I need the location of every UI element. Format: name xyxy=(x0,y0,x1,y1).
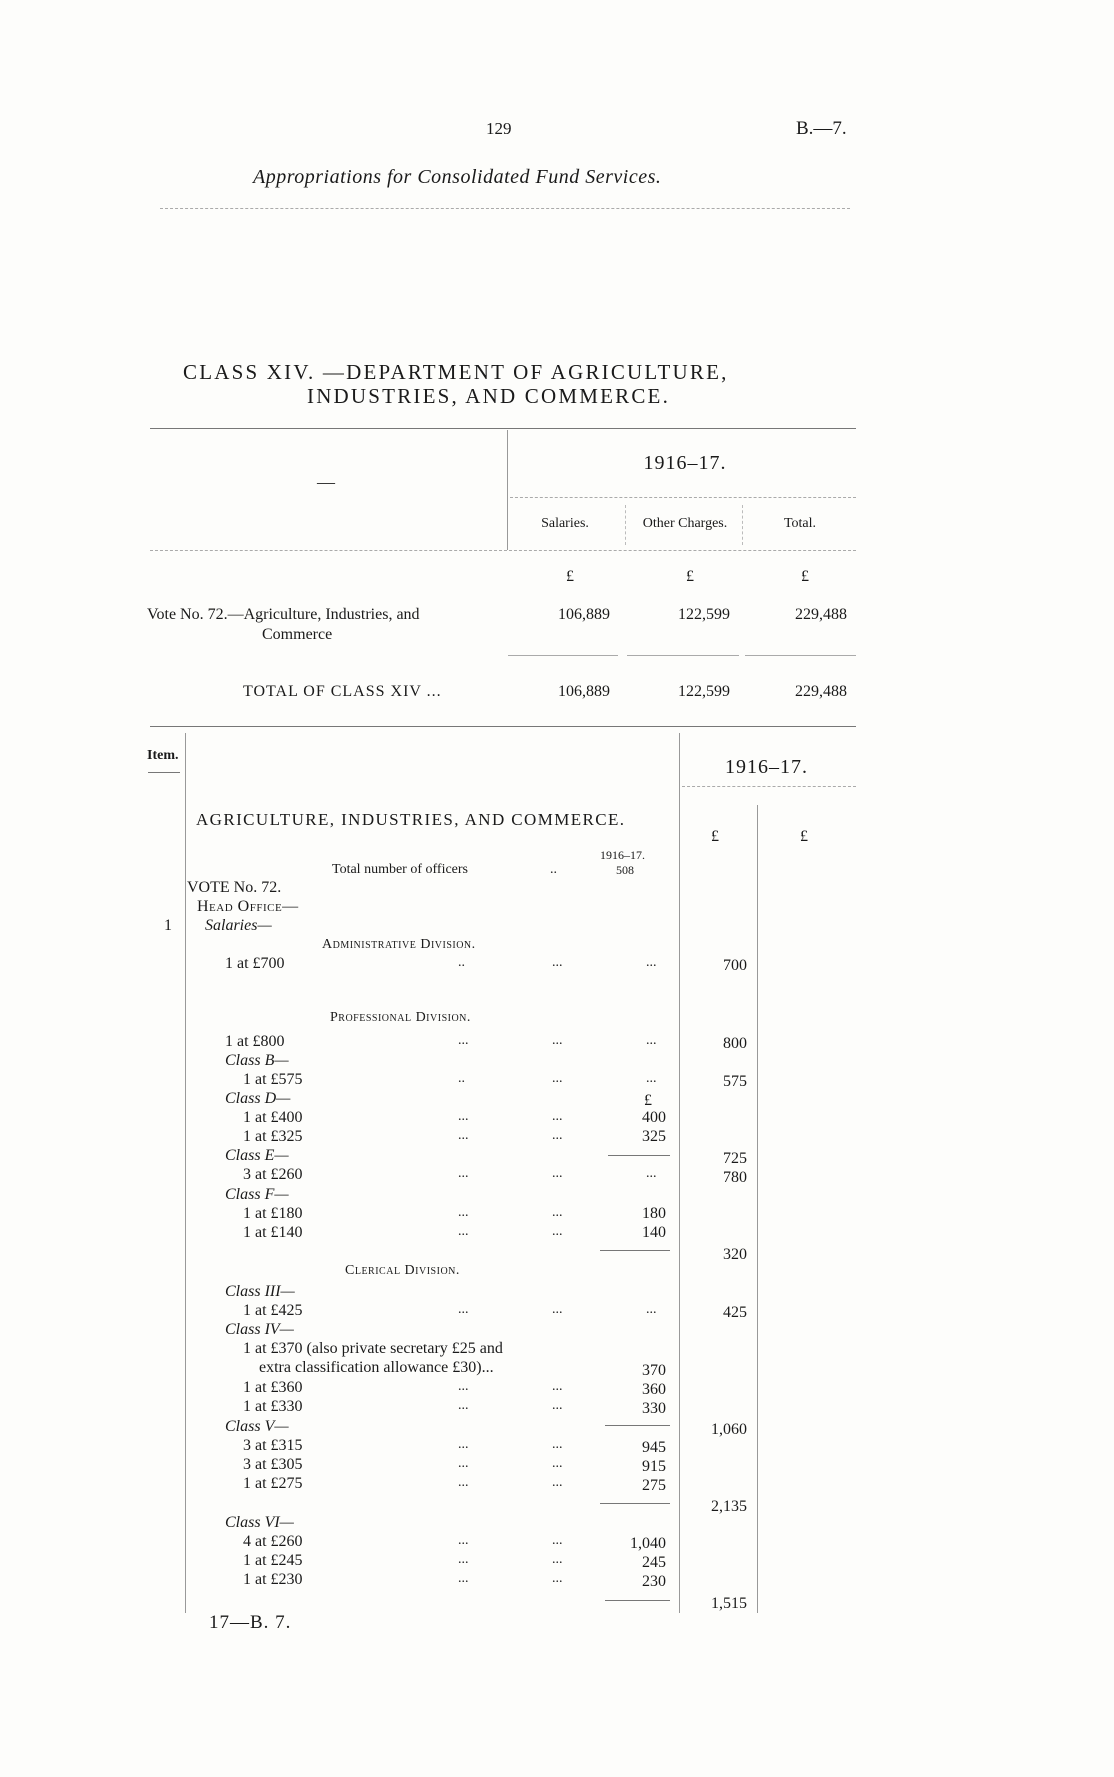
leader-dots: ... xyxy=(458,1552,469,1567)
class-label: Class IV— xyxy=(225,1321,294,1338)
detail-pound-1: £ xyxy=(711,828,719,845)
row-value: 2,135 xyxy=(711,1498,747,1515)
row-label: 1 at £700 xyxy=(225,955,285,972)
row-label: 1 at £230 xyxy=(243,1571,303,1588)
inner-value: 180 xyxy=(642,1205,666,1222)
detail-pound-2: £ xyxy=(800,828,808,845)
vote-number: VOTE No. 72. xyxy=(187,879,282,896)
row-label: 1 at £330 xyxy=(243,1398,303,1415)
detail-left-rule xyxy=(185,733,186,1613)
total-total: 229,488 xyxy=(795,683,847,700)
inner-value: 360 xyxy=(642,1381,666,1398)
row-label: 4 at £260 xyxy=(243,1533,303,1550)
leader-dots: ... xyxy=(552,1109,563,1124)
detail-year-rule xyxy=(682,786,856,787)
row-label: 1 at £575 xyxy=(243,1071,303,1088)
inner-value: 245 xyxy=(642,1554,666,1571)
leader-dots: ... xyxy=(646,1033,657,1048)
summary-vertical-rule xyxy=(507,430,508,550)
leader-dots: ... xyxy=(458,1224,469,1239)
leader-dots: .. xyxy=(458,1071,465,1086)
leader-dots: ... xyxy=(646,1302,657,1317)
inner-value: 915 xyxy=(642,1458,666,1475)
class-title-line1: CLASS XIV. —DEPARTMENT OF AGRICULTURE, xyxy=(183,360,729,384)
leader-dots: ... xyxy=(552,1224,563,1239)
header-rule xyxy=(160,208,850,209)
officers-year: 1916–17. xyxy=(600,848,645,862)
leader-dots: ... xyxy=(646,1071,657,1086)
leader-dots: ... xyxy=(552,1166,563,1181)
leader-dots: ... xyxy=(458,1033,469,1048)
total-other-charges: 122,599 xyxy=(678,683,730,700)
class-label: Class F— xyxy=(225,1186,289,1203)
leader-dots: ... xyxy=(552,1437,563,1452)
summary-year: 1916–17. xyxy=(643,452,727,474)
leader-dots: ... xyxy=(552,1456,563,1471)
currency-salaries: £ xyxy=(566,568,574,585)
summary-bottom-rule xyxy=(150,726,856,727)
row-label: 1 at £425 xyxy=(243,1302,303,1319)
summary-stub-dash: — xyxy=(317,472,335,492)
row-label: 1 at £275 xyxy=(243,1475,303,1492)
row-value: 575 xyxy=(723,1073,747,1090)
row-value: 780 xyxy=(723,1169,747,1186)
row-value: 1,515 xyxy=(711,1595,747,1612)
summary-top-rule xyxy=(150,428,856,429)
row-label: 1 at £370 (also private secretary £25 and xyxy=(243,1340,503,1357)
professional-division: Professional Division. xyxy=(330,1010,471,1025)
leader-dots: ... xyxy=(458,1302,469,1317)
document-reference: B.—7. xyxy=(796,118,847,139)
class-label: Class V— xyxy=(225,1418,289,1435)
leader-dots: ... xyxy=(552,1205,563,1220)
inner-value: 945 xyxy=(642,1439,666,1456)
leader-dots: ... xyxy=(458,1205,469,1220)
leader-dots: ... xyxy=(552,1571,563,1586)
total-salaries: 106,889 xyxy=(558,683,610,700)
leader-dots: ... xyxy=(552,1128,563,1143)
row-value: 725 xyxy=(723,1150,747,1167)
summary-header-rule xyxy=(150,550,856,551)
leader-dots: ... xyxy=(458,1128,469,1143)
summary-col-rule xyxy=(742,505,743,545)
vote-other-charges: 122,599 xyxy=(678,606,730,623)
row-label: 1 at £400 xyxy=(243,1109,303,1126)
column-other-charges: Other Charges. xyxy=(642,516,728,531)
row-value: 320 xyxy=(723,1246,747,1263)
subtotal-rule xyxy=(605,1425,670,1426)
detail-right-rule xyxy=(757,805,758,1613)
subtotal-rule xyxy=(600,1250,670,1251)
currency-total: £ xyxy=(801,568,809,585)
leader-dots: ... xyxy=(458,1456,469,1471)
subtotal-rule xyxy=(745,655,856,656)
inner-value: 370 xyxy=(642,1362,666,1379)
row-label: 3 at £315 xyxy=(243,1437,303,1454)
leader-dots: ... xyxy=(458,1533,469,1548)
row-label: 3 at £305 xyxy=(243,1456,303,1473)
item-column-label: Item. xyxy=(147,748,179,763)
inner-value: 330 xyxy=(642,1400,666,1417)
row-value: 1,060 xyxy=(711,1421,747,1438)
subtotal-rule xyxy=(608,1155,670,1156)
class-label: Class VI— xyxy=(225,1514,294,1531)
leader-dots: ... xyxy=(552,1475,563,1490)
leader-dots: ... xyxy=(458,1109,469,1124)
inner-value: 400 xyxy=(642,1109,666,1126)
page-footer: 17—B. 7. xyxy=(209,1612,292,1633)
column-total: Total. xyxy=(783,516,817,531)
row-value: 700 xyxy=(723,957,747,974)
detail-heading: AGRICULTURE, INDUSTRIES, AND COMMERCE. xyxy=(196,810,626,829)
inner-value: 275 xyxy=(642,1477,666,1494)
leader-dots: ... xyxy=(552,1398,563,1413)
inner-value: 325 xyxy=(642,1128,666,1145)
vote-salaries: 106,889 xyxy=(558,606,610,623)
class-label: Class B— xyxy=(225,1052,289,1069)
inner-value: 230 xyxy=(642,1573,666,1590)
item-number: 1 xyxy=(164,917,172,934)
administrative-division: Administrative Division. xyxy=(322,937,476,952)
row-value: 425 xyxy=(723,1304,747,1321)
leader-dots: ... xyxy=(458,1398,469,1413)
column-salaries: Salaries. xyxy=(541,516,589,531)
class-label: Class D— xyxy=(225,1090,291,1107)
leader-dots: ... xyxy=(552,1033,563,1048)
row-label: 1 at £360 xyxy=(243,1379,303,1396)
leader-dots: ... xyxy=(552,1533,563,1548)
class-label: Class E— xyxy=(225,1147,289,1164)
leader-dots: ... xyxy=(552,1302,563,1317)
subtotal-rule xyxy=(627,655,739,656)
class-title-line2: INDUSTRIES, AND COMMERCE. xyxy=(307,384,671,408)
officers-dots: .. xyxy=(550,862,557,877)
officers-label: Total number of officers xyxy=(332,862,468,877)
row-label: 1 at £325 xyxy=(243,1128,303,1145)
leader-dots: ... xyxy=(646,955,657,970)
leader-dots: .. xyxy=(458,955,465,970)
row-label: 3 at £260 xyxy=(243,1166,303,1183)
row-label: 1 at £140 xyxy=(243,1224,303,1241)
inner-value: 140 xyxy=(642,1224,666,1241)
subtotal-rule xyxy=(508,655,618,656)
head-office: Head Office— xyxy=(197,898,299,915)
page-number: 129 xyxy=(486,119,512,138)
subtotal-rule xyxy=(600,1503,670,1504)
row-value: 800 xyxy=(723,1035,747,1052)
clerical-division: Clerical Division. xyxy=(345,1263,460,1278)
vote-label-line2: Commerce xyxy=(262,626,333,643)
leader-dots: ... xyxy=(552,1552,563,1567)
leader-dots: ... xyxy=(458,1475,469,1490)
subtotal-rule xyxy=(605,1600,670,1601)
officers-count: 508 xyxy=(616,863,634,877)
leader-dots: ... xyxy=(552,1379,563,1394)
class-label: Class III— xyxy=(225,1283,295,1300)
row-label: 1 at £245 xyxy=(243,1552,303,1569)
summary-year-rule xyxy=(510,497,856,498)
leader-dots: ... xyxy=(552,955,563,970)
leader-dots: ... xyxy=(458,1166,469,1181)
total-class-label: TOTAL OF CLASS XIV ... xyxy=(243,683,442,700)
leader-dots: ... xyxy=(646,1166,657,1181)
detail-year: 1916–17. xyxy=(725,756,808,778)
page-subtitle: Appropriations for Consolidated Fund Services. xyxy=(253,166,662,188)
inner-pound: £ xyxy=(644,1092,652,1109)
inner-value: 1,040 xyxy=(630,1535,666,1552)
row-label: extra classification allowance £30)... xyxy=(259,1359,494,1376)
leader-dots: ... xyxy=(552,1071,563,1086)
currency-other: £ xyxy=(686,568,694,585)
leader-dots: ... xyxy=(458,1437,469,1452)
row-label: 1 at £800 xyxy=(225,1033,285,1050)
leader-dots: ... xyxy=(458,1571,469,1586)
leader-dots: ... xyxy=(458,1379,469,1394)
row-label: 1 at £180 xyxy=(243,1205,303,1222)
salaries-label: Salaries— xyxy=(205,917,272,934)
item-underline xyxy=(148,772,180,773)
vote-total: 229,488 xyxy=(795,606,847,623)
vote-label-line1: Vote No. 72.—Agriculture, Industries, and xyxy=(147,606,420,623)
